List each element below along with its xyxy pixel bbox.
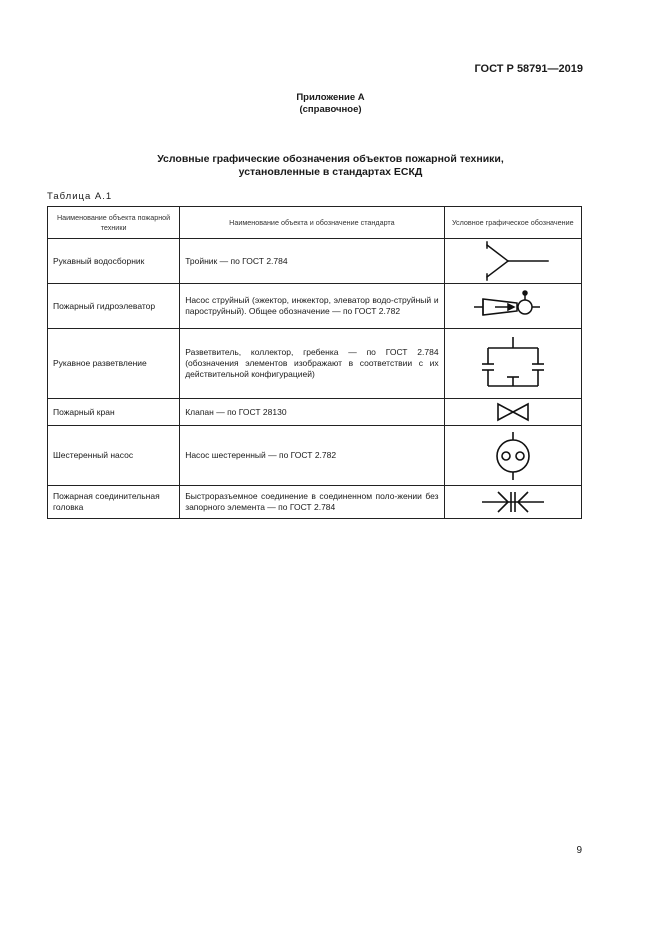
appendix-subtitle: (справочное) [299,104,362,115]
object-name-cell: Рукавный водосборник [48,239,180,284]
column-header-standard: Наименование объекта и обозначение стандарта [180,207,444,239]
object-name-cell: Рукавное разветвление [48,329,180,399]
symbol-cell [444,329,581,399]
standard-cell: Тройник — по ГОСТ 2.784 [180,239,444,284]
valve-symbol-icon [468,400,558,424]
section-heading [0,153,661,179]
symbol-cell [444,426,581,486]
table-row [48,399,582,426]
jet-pump-symbol-icon [468,286,558,326]
section-heading-line-2: установленные в стандартах ЕСКД [238,166,423,178]
standard-cell: Клапан — по ГОСТ 28130 [180,399,444,426]
appendix-title: Приложение А [296,92,365,103]
object-name-cell: Пожарная соединительная головка [48,486,180,519]
standard-cell: Насос струйный (эжектор, инжектор, элеватор водо-струйный и пароструйный). Общее обозначение — по ГОСТ 2.782 [180,284,444,329]
standard-cell: Быстроразъемное соединение в соединенном поло-жении без запорного элемента — по ГОСТ 2.784 [180,486,444,519]
table-row [48,239,582,284]
standard-cell: Разветвитель, коллектор, гребенка — по ГОСТ 2.784 (обозначения элементов изображают в соответствии с их действительной конфигурацией) [180,329,444,399]
symbol-cell [444,284,581,329]
symbol-cell [444,399,581,426]
table-row [48,329,582,399]
symbols-table [47,206,582,519]
appendix-heading [0,92,661,116]
object-name-cell: Пожарный гидроэлеватор [48,284,180,329]
quick-coupling-symbol-icon [468,487,558,517]
document-code: ГОСТ Р 58791—2019 [474,63,583,75]
table-row [48,284,582,329]
column-header-symbol: Условное графическое обозначение [444,207,581,239]
table-header-row [48,207,582,239]
page-number: 9 [576,845,582,856]
manifold-symbol-icon [468,331,558,397]
symbol-cell [444,239,581,284]
column-header-object-name: Наименование объекта пожарной техники [48,207,180,239]
object-name-cell: Шестеренный насос [48,426,180,486]
symbol-cell [444,486,581,519]
table-caption: Таблица А.1 [47,191,113,202]
object-name-cell: Пожарный кран [48,399,180,426]
table-row [48,486,582,519]
gear-pump-symbol-icon [468,429,558,483]
tee-symbol-icon [468,241,558,281]
section-heading-line-1: Условные графические обозначения объектов пожарной техники, [157,153,504,165]
standard-cell: Насос шестеренный — по ГОСТ 2.782 [180,426,444,486]
table-row [48,426,582,486]
